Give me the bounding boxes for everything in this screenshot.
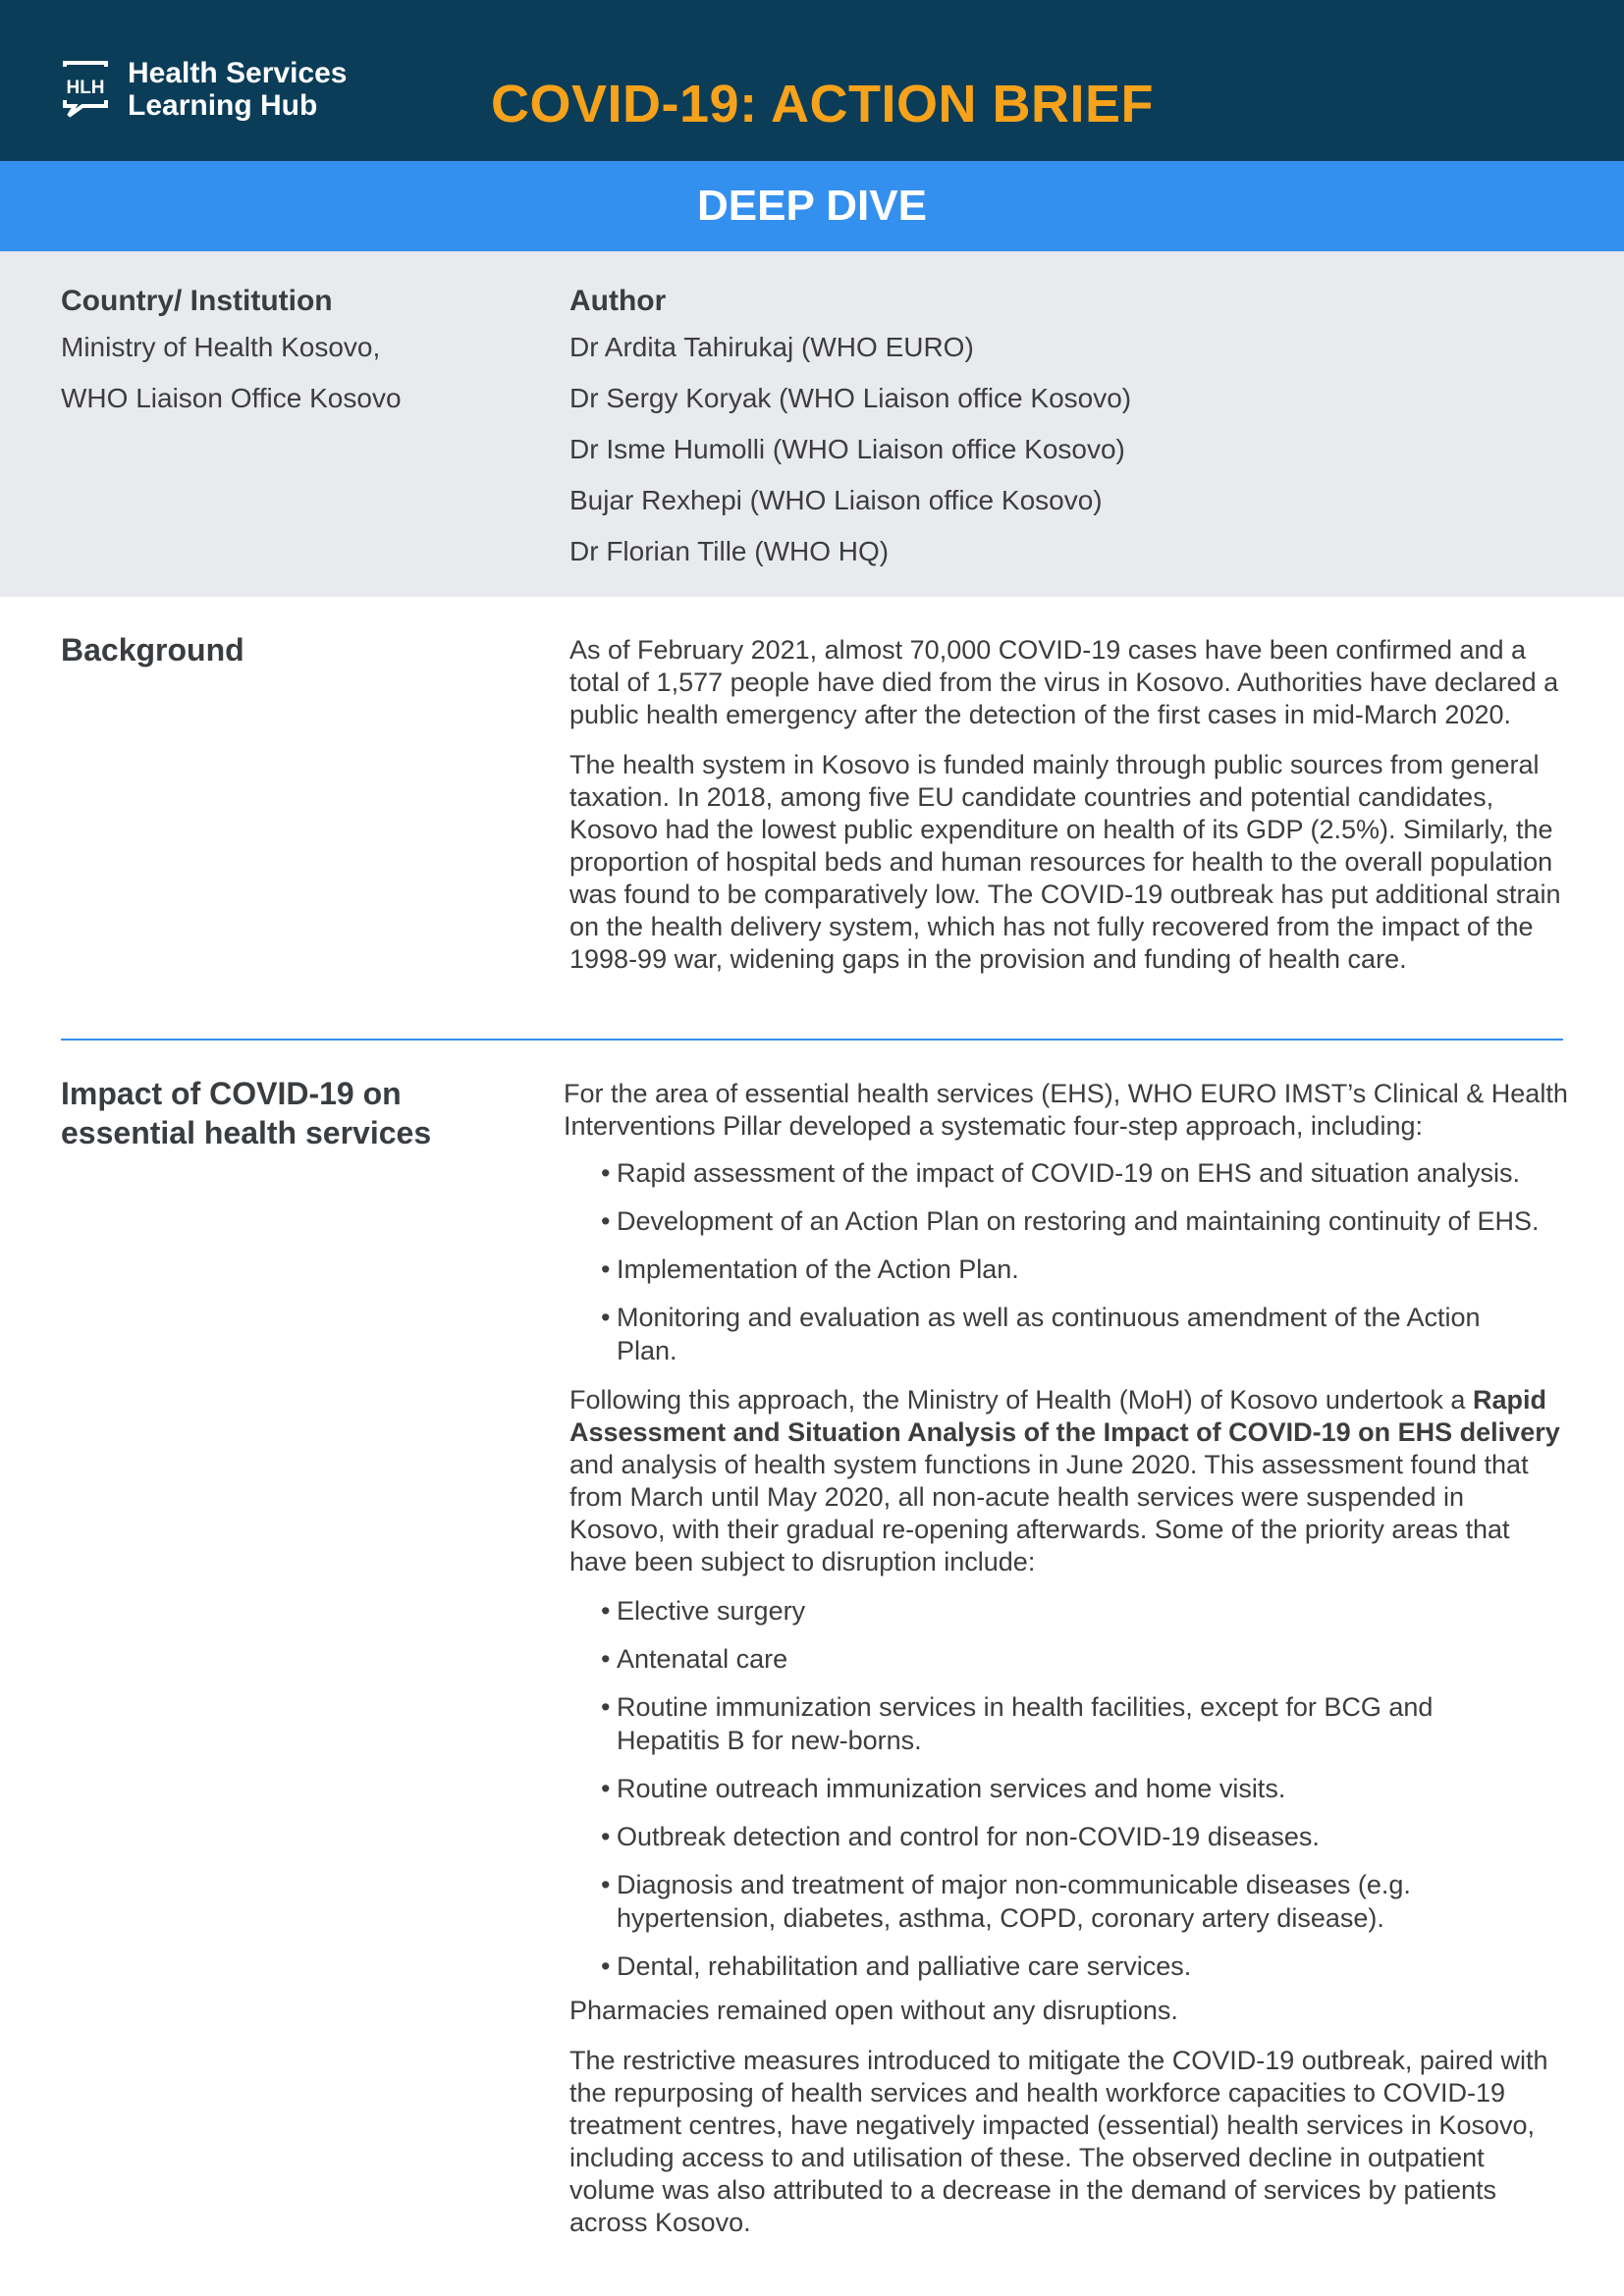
impact-heading xyxy=(61,1074,431,1152)
closing-paragraph: The restrictive measures introduced to mitigate the COVID-19 outbreak, paired with the repurposing of health services and health workforce capacities to COVID-19 treatment centres, have negatively impacted (essential) health services in Kosovo, including access to and utilisation of these. The observed decline in outpatient volume was also attributed to a decrease in the demand of services by patients across Kosovo. xyxy=(569,2046,1548,2237)
hub-name-line2: Learning Hub xyxy=(128,89,318,122)
author-5: Dr Florian Tille (WHO HQ) xyxy=(569,536,890,566)
assessment-title: Rapid Assessment and Situation Analysis of the Impact of COVID-19 on EHS delivery xyxy=(569,1385,1560,1447)
author-1: Dr Ardita Tahirukaj (WHO EURO) xyxy=(569,332,974,362)
impact-heading-line2: essential health services xyxy=(61,1115,432,1150)
background-paragraph-2: The health system in Kosovo is funded mainly through public sources from general taxation. In 2018, among five EU candidate countries and potential candidates, Kosovo had the lowest public expenditure on health of its GDP (2.5%). Similarly, the proportion of hospital beds and human resources for health to the overall population was found to be comparatively low. The COVID-19 outbreak has put additional strain on the health delivery system, which has not fully recovered from the impact of the 1998-99 war, widening gaps in the provision and funding of health care. xyxy=(569,750,1561,974)
impact-intro-block xyxy=(564,1078,1569,1143)
list-item: • Routine outreach immunization services and home visits. xyxy=(601,1774,1286,1803)
background-heading: Background xyxy=(61,632,244,667)
author-4: Bujar Rexhepi (WHO Liaison office Kosovo) xyxy=(569,485,1103,515)
steps-list xyxy=(601,1156,1579,1367)
list-item: • Monitoring and evaluation as well as continuous amendment of the Action Plan. xyxy=(601,1303,1481,1365)
svg-text:HLH: HLH xyxy=(66,78,105,98)
pharmacies-note: Pharmacies remained open without any disruptions. xyxy=(569,1996,1178,2025)
author-2: Dr Sergy Koryak (WHO Liaison office Kosovo) xyxy=(569,383,1132,413)
list-item: • Elective surgery xyxy=(601,1596,806,1626)
hlh-logo-icon xyxy=(61,61,110,118)
author-3: Dr Isme Humolli (WHO Liaison office Kosovo) xyxy=(569,434,1125,464)
areas-list xyxy=(601,1594,1559,1983)
list-item: • Antenatal care xyxy=(601,1644,788,1674)
brief-title: COVID-19: ACTION BRIEF xyxy=(491,75,1155,133)
background-paragraph-1: As of February 2021, almost 70,000 COVID-19 cases have been confirmed and a total of 1,577 people have died from the virus in Kosovo. Authorities have declared a public health emergency after the detection of the first cases in mid-March 2020. xyxy=(569,635,1559,729)
hub-name xyxy=(128,57,347,122)
list-item: • Rapid assessment of the impact of COVID-19 on EHS and situation analysis. xyxy=(601,1158,1520,1188)
hub-name-line1: Health Services xyxy=(128,57,348,89)
list-item: • Diagnosis and treatment of major non-communicable diseases (e.g. hypertension, diabetes, asthma, COPD, coronary artery disease). xyxy=(601,1870,1411,1933)
following-block xyxy=(569,1384,1561,1578)
closing-block xyxy=(569,1995,1561,2239)
impact-intro: For the area of essential health services (EHS), WHO EURO IMST’s Clinical & Health Interventions Pillar developed a systematic four-step approach, including: xyxy=(564,1079,1568,1141)
impact-heading-line1: Impact of COVID-19 on xyxy=(61,1076,402,1111)
list-item: • Routine immunization services in health facilities, except for BCG and Hepatitis B for new-borns. xyxy=(601,1692,1434,1755)
country-label: Country/ Institution xyxy=(61,285,333,317)
country-line-2: WHO Liaison Office Kosovo xyxy=(61,383,402,413)
list-item: • Development of an Action Plan on restoring and maintaining continuity of EHS. xyxy=(601,1206,1540,1236)
author-label: Author xyxy=(569,285,667,317)
section-divider xyxy=(61,1039,1563,1041)
list-item: • Implementation of the Action Plan. xyxy=(601,1255,1019,1284)
background-body xyxy=(569,634,1561,976)
country-line-1: Ministry of Health Kosovo, xyxy=(61,332,381,362)
list-item: • Outbreak detection and control for non-COVID-19 diseases. xyxy=(601,1822,1320,1851)
band-label: DEEP DIVE xyxy=(697,182,927,230)
following-paragraph: Following this approach, the Ministry of Health (MoH) of Kosovo undertook a Rapid Assessment and Situation Analysis of the Impact of COVID-19 on EHS delivery and analysis of health system functions in June 2020. This assessment found that from March until May 2020, all non-acute health services were suspended in Kosovo, with their gradual re-opening afterwards. Some of the priority areas that have been subject to disruption include: xyxy=(569,1385,1560,1576)
list-item: • Dental, rehabilitation and palliative care services. xyxy=(601,1951,1192,1981)
